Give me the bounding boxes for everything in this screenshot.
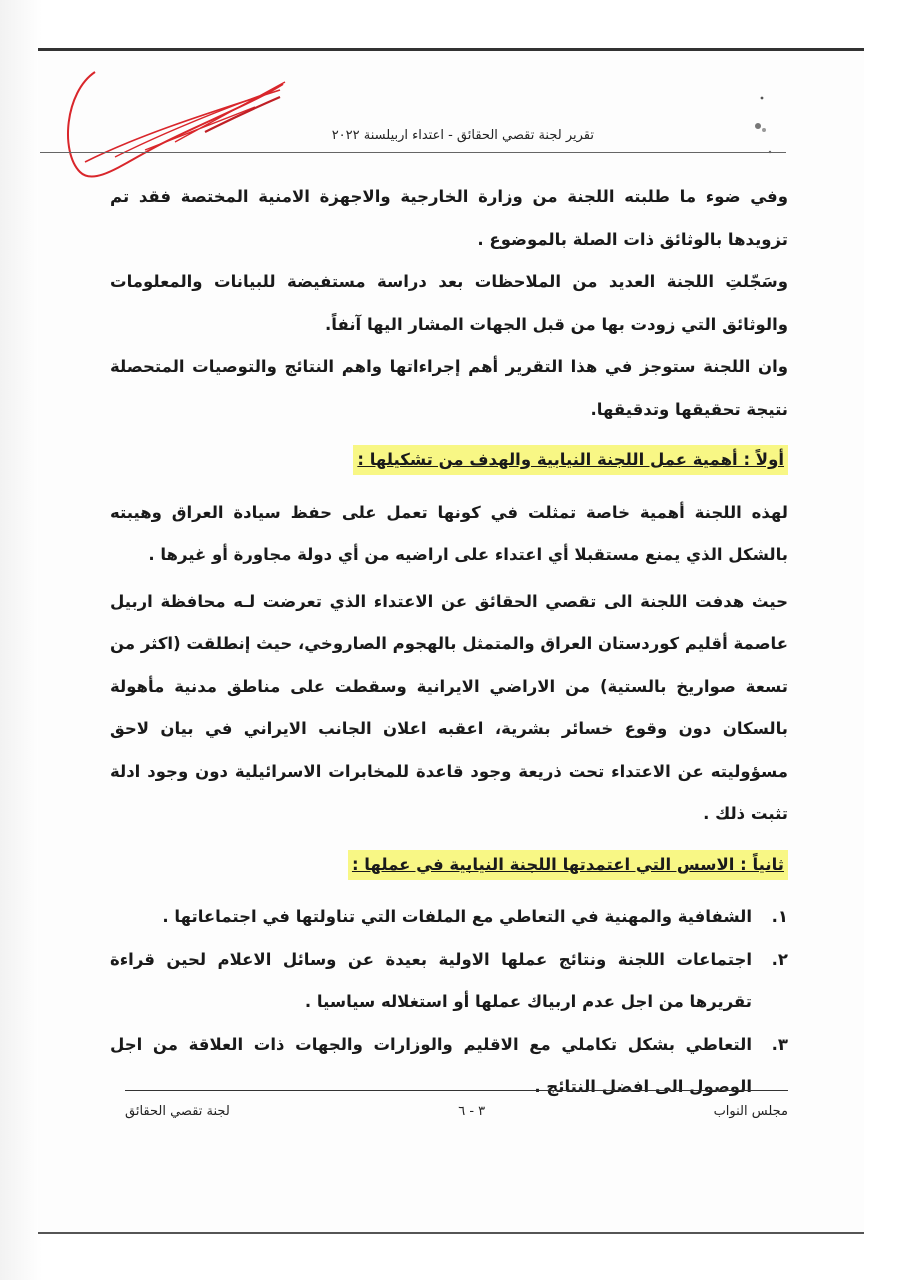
scan-edge bbox=[0, 0, 42, 1280]
section-2-heading-row bbox=[110, 844, 788, 887]
section-1-heading: أولاً : أهمية عمل اللجنة النيابية والهدف من تشكيلها : bbox=[353, 445, 788, 475]
list-item-number: ١. bbox=[771, 907, 788, 926]
list-item-text: الشفافية والمهنية في التعاطي مع الملفات التي تناولتها في اجتماعاتها . bbox=[162, 907, 752, 926]
signature-scribble-icon bbox=[55, 62, 295, 192]
intro-paragraph-3: وان اللجنة ستوجز في هذا التقرير أهم إجراءاتها واهم النتائج والتوصيات المتحصلة نتيجة تحقيقها وتدقيقها. bbox=[110, 357, 788, 419]
page-footer bbox=[125, 1104, 788, 1119]
list-item-number: ٢. bbox=[771, 949, 788, 969]
footer-divider bbox=[125, 1090, 788, 1091]
footer-institution: مجلس النواب bbox=[713, 1104, 788, 1119]
list-item-text: اجتماعات اللجنة ونتائج عملها الاولية بعيدة عن وسائل الاعلام لحين قراءة تقريرها من اجل عدم اربياك عملها أو استغلاله سياسيا . bbox=[110, 949, 752, 1011]
principles-list bbox=[110, 896, 788, 1109]
section-1-paragraph-1: لهذه اللجنة أهمية خاصة تمثلت في كونها تعمل على حفظ سيادة العراق وهيبته بالشكل الذي يمنع مستقبلا أي اعتداء على اراضيه من أي دولة مجاورة أو غيرها . bbox=[110, 502, 788, 564]
list-item-text: التعاطي بشكل تكاملي مع الاقليم والوزارات والجهات ذات العلاقة من اجل الوصول الى افضل النتائج . bbox=[110, 1034, 752, 1096]
page-header-title: تقرير لجنة تقصي الحقائق - اعتداء اربيلسنة ٢٠٢٢ bbox=[331, 128, 594, 143]
intro-paragraph-2: وسَجّلتِ اللجنة العديد من الملاحظات بعد دراسة مستفيضة للبيانات والمعلومات والوثائق التي زودت بها من قبل الجهات المشار اليها آنفاً. bbox=[110, 272, 788, 334]
list-item-number: ٣. bbox=[771, 1034, 788, 1054]
list-item bbox=[110, 1024, 788, 1109]
scan-marks bbox=[748, 92, 778, 172]
section-1-paragraph-2: حيث هدفت اللجنة الى تقصي الحقائق عن الاعتداء الذي تعرضت لـه محافظة اربيل عاصمة أقليم كوردستان العراق والمتمثل بالهجوم الصاروخي، حيث إنطلقت (اكثر من تسعة صواريخ بالستية) من الاراضي الايرانية وسقطت على مناطق مدنية مأهولة بالسكان دون وقوع خسائر بشرية، اعقبه اعلان الجانب الايراني في بيان لاحق مسؤوليته عن الاعتداء تحت ذريعة وجود قاعدة للمخابرات الاسرائيلية دون وجود ادلة تثبت ذلك . bbox=[110, 591, 788, 823]
footer-committee: لجنة تقصي الحقائق bbox=[125, 1104, 230, 1119]
header-divider bbox=[40, 152, 786, 153]
section-1-heading-row bbox=[110, 439, 788, 482]
list-item bbox=[110, 896, 788, 939]
document-body bbox=[110, 176, 788, 1109]
intro-paragraph-1: وفي ضوء ما طلبته اللجنة من وزارة الخارجية والاجهزة الامنية المختصة فقد تم تزويدها بالوثائق ذات الصلة بالموضوع . bbox=[110, 187, 788, 249]
footer-page-number: ٣ - ٦ bbox=[458, 1104, 486, 1119]
list-item bbox=[110, 939, 788, 1024]
section-2-heading: ثانياً : الاسس التي اعتمدتها اللجنة النيابية في عملها : bbox=[348, 850, 788, 880]
